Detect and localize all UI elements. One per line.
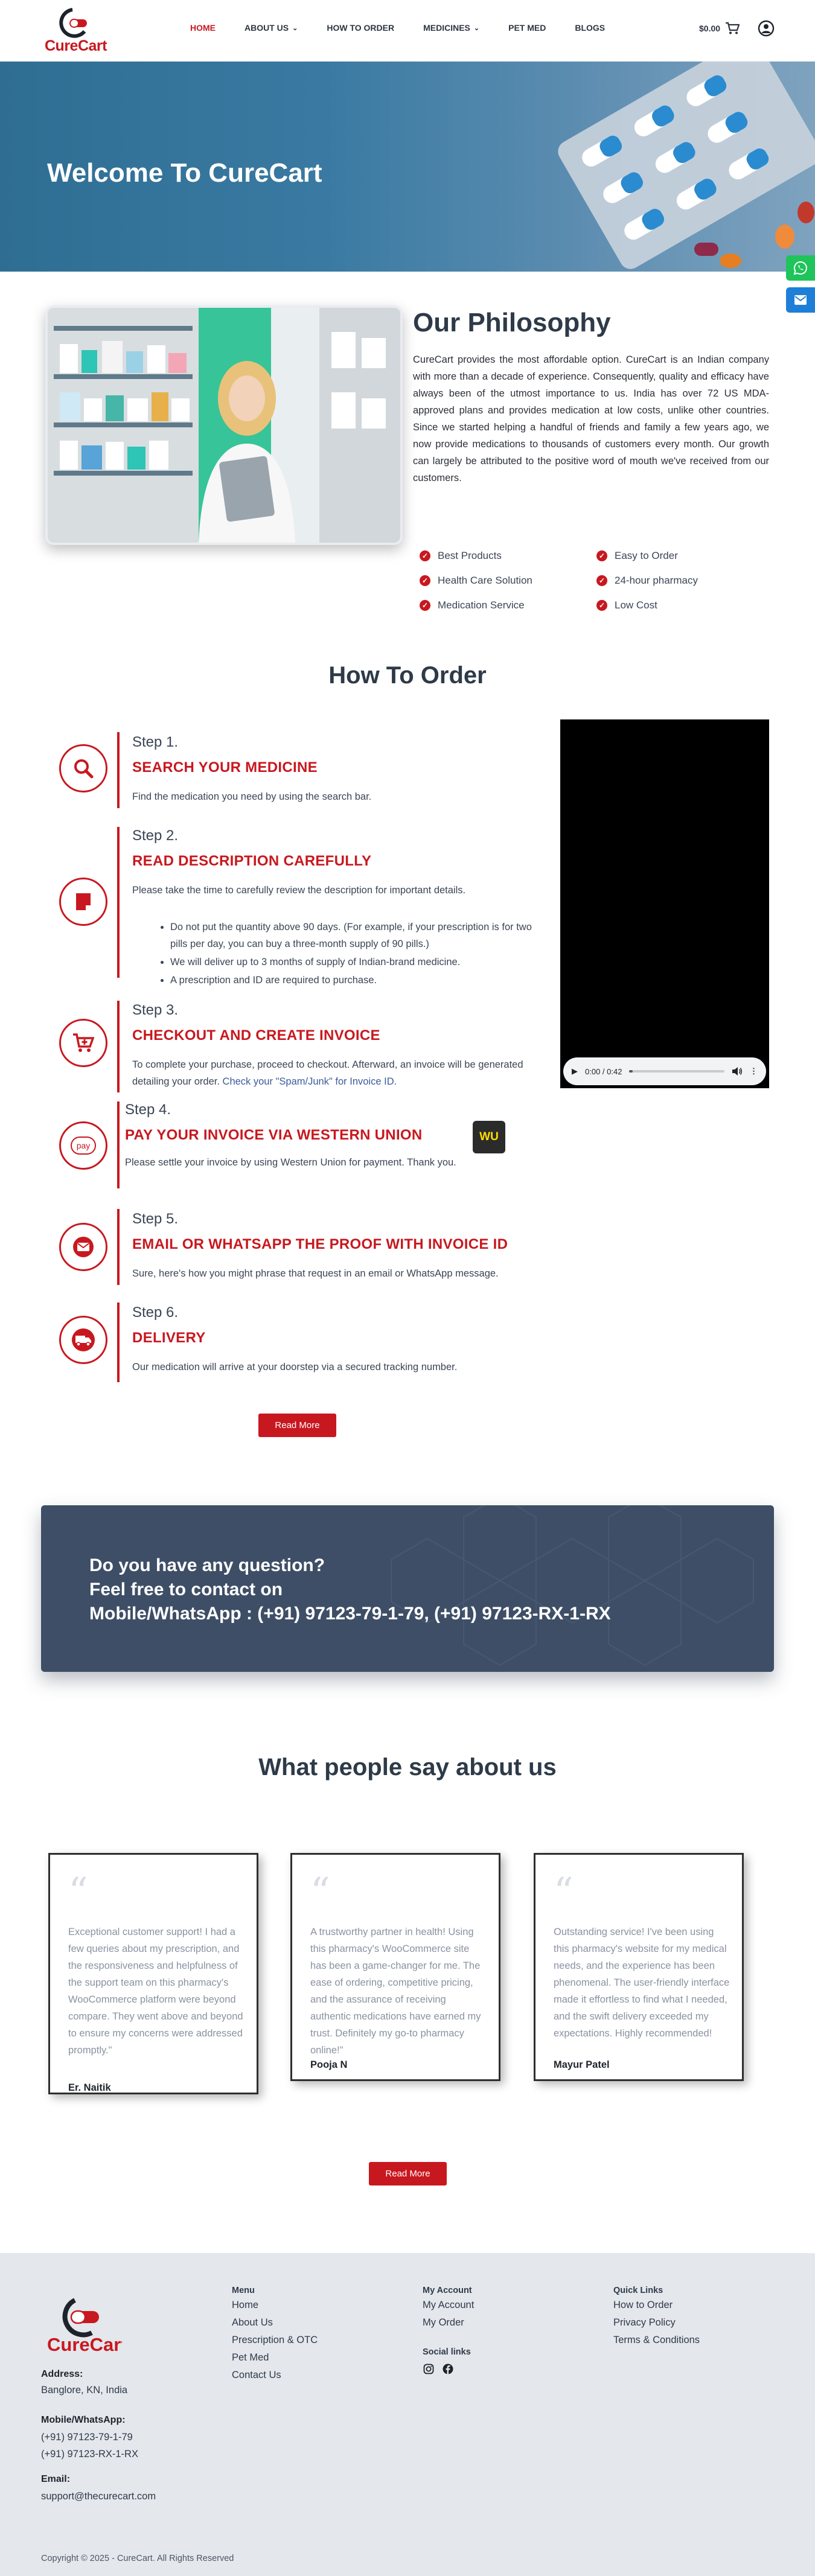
mobile-number[interactable]: (+91) 97123-RX-1-RX — [41, 2449, 138, 2460]
feature-item — [420, 550, 502, 562]
cart-add-icon — [72, 1032, 95, 1054]
footer-link-about-us[interactable]: About Us — [232, 2317, 273, 2328]
hero-banner — [0, 62, 815, 272]
nav-label: HOW TO ORDER — [327, 23, 395, 33]
step-divider — [117, 827, 120, 978]
nav-how-to-order[interactable] — [327, 23, 394, 33]
step-number: Step 3. — [132, 1002, 179, 1018]
whatsapp-float-button[interactable] — [786, 255, 815, 281]
search-step-icon — [59, 744, 107, 792]
footer-menu-title: Menu — [232, 2286, 255, 2295]
pay-step-icon — [59, 1121, 107, 1170]
step-title: CHECKOUT AND CREATE INVOICE — [132, 1027, 380, 1044]
testimonial-text: Exceptional customer support! I had a few queries about my prescription, and the responsiveness and helpfulness of the support team on this pharmacy's WooCommerce platform were beyond compare. They went above and beyond to ensure my concerns were addressed promptly." — [68, 1927, 243, 2056]
volume-icon[interactable] — [732, 1066, 743, 1076]
footer-link-my-account[interactable]: My Account — [423, 2300, 475, 2310]
facebook-icon[interactable] — [443, 2364, 453, 2374]
envelope-icon — [72, 1236, 94, 1258]
chevron-down-icon: ⌄ — [473, 24, 480, 32]
step-number: Step 4. — [125, 1101, 171, 1118]
step-number: Step 2. — [132, 827, 179, 844]
footer-account-title: My Account — [423, 2286, 472, 2295]
logo-capsule-icon — [43, 2295, 122, 2356]
video-progress-fill — [629, 1070, 633, 1073]
feature-item — [596, 575, 698, 587]
feature-label: Health Care Solution — [438, 575, 532, 586]
testimonial-author: Er. Naitik — [68, 2082, 111, 2093]
feature-label: 24-hour pharmacy — [615, 575, 698, 586]
contact-text — [89, 1554, 611, 1626]
order-rules-list — [158, 919, 532, 990]
feature-item — [596, 550, 678, 562]
mail-icon — [794, 295, 807, 305]
quote-icon: “ — [310, 1870, 330, 1914]
brand-name: CureCart — [45, 37, 107, 54]
mobile-label: Mobile/WhatsApp: — [41, 2415, 126, 2425]
main-nav — [190, 23, 634, 33]
footer-link-privacy-policy[interactable]: Privacy Policy — [613, 2317, 676, 2328]
testimonials-title: What people say about us — [258, 1754, 557, 1781]
nav-label: MEDICINES — [423, 23, 470, 33]
hero-title: Welcome To CureCart — [47, 158, 322, 188]
how-to-order-video[interactable] — [560, 719, 769, 1088]
contact-banner — [41, 1505, 774, 1672]
step-number: Step 1. — [132, 734, 179, 750]
nav-blogs[interactable] — [575, 23, 605, 33]
step-description: Our medication will arrive at your doorstep via a secured tracking number. — [132, 1362, 458, 1372]
truck-icon — [71, 1328, 95, 1352]
spam-folder-link[interactable]: Check your "Spam/Junk" for Invoice ID. — [222, 1076, 397, 1087]
footer-link-contact-us[interactable]: Contact Us — [232, 2370, 281, 2380]
video-time: 0:00 / 0:42 — [585, 1066, 622, 1076]
feature-item — [420, 575, 532, 587]
video-progress-bar[interactable] — [629, 1070, 724, 1073]
footer-social-title: Social links — [423, 2347, 471, 2357]
cart-button[interactable] — [699, 22, 740, 35]
testimonial-card — [290, 1853, 500, 2081]
more-options-icon[interactable]: ⋮ — [750, 1066, 758, 1076]
nav-label: HOME — [190, 23, 216, 33]
footer-link-terms[interactable]: Terms & Conditions — [613, 2335, 700, 2345]
testimonial-author: Pooja N — [310, 2059, 348, 2070]
copyright-text: Copyright © 2025 - CureCart. All Rights Reserved — [41, 2554, 234, 2563]
step-title: EMAIL OR WHATSAPP THE PROOF WITH INVOICE ID — [132, 1236, 508, 1252]
email-link[interactable]: support@thecurecart.com — [41, 2491, 156, 2502]
pharmacist-photo — [45, 305, 403, 545]
quote-icon: “ — [68, 1870, 88, 1914]
whatsapp-icon — [793, 261, 808, 275]
step-divider — [117, 1001, 120, 1092]
check-icon: ✓ — [596, 575, 607, 586]
testimonials-read-more-button[interactable]: Read More — [369, 2162, 447, 2185]
philosophy-title: Our Philosophy — [413, 308, 611, 337]
address-label: Address: — [41, 2369, 83, 2379]
step-number: Step 5. — [132, 1211, 179, 1227]
email-float-button[interactable] — [786, 287, 815, 313]
cart-icon — [725, 22, 740, 35]
check-icon: ✓ — [596, 600, 607, 611]
checkout-step-icon — [59, 1019, 107, 1067]
testimonial-card — [48, 1853, 258, 2094]
pay-icon — [71, 1137, 96, 1155]
testimonial-card — [534, 1853, 744, 2081]
quote-icon: “ — [554, 1870, 574, 1914]
nav-medicines[interactable] — [423, 23, 479, 33]
step-divider — [117, 1302, 120, 1382]
step-title: DELIVERY — [132, 1330, 206, 1346]
address-value: Banglore, KN, India — [41, 2385, 128, 2396]
svg-text:pay: pay — [76, 1141, 91, 1150]
testimonial-text: Outstanding service! I've been using this pharmacy's website for my medical needs, and the experience has been phenomenal. The user-friendly interface made it effortless to find what I needed, and the swift delivery exceeded my expectations. Highly recommended! — [554, 1927, 730, 2039]
description-step-icon — [59, 878, 107, 926]
step-description: Please settle your invoice by using Western Union for payment. Thank you. — [125, 1157, 456, 1168]
testimonial-author: Mayur Patel — [554, 2059, 610, 2070]
testimonial-text: A trustworthy partner in health! Using this pharmacy's WooCommerce site has been a game-changer for me. The ease of ordering, competitive pricing, and the assurance of receiving authentic medications have earned my trust. Definitely my go-to pharmacy online!" — [310, 1927, 481, 2056]
check-icon: ✓ — [420, 600, 430, 611]
video-controls — [563, 1057, 766, 1085]
site-header — [0, 0, 815, 62]
step-description-text: To complete your purchase, proceed to checkout. Afterward, an invoice will be generated detailing your order. — [132, 1059, 523, 1087]
step-description: Please take the time to carefully review the description for important details. — [132, 885, 466, 896]
contact-line: Do you have any question? — [89, 1555, 325, 1575]
footer-link-home[interactable]: Home — [232, 2300, 259, 2310]
how-to-order-title: How To Order — [328, 662, 487, 689]
nav-label: BLOGS — [575, 23, 606, 33]
step-title: PAY YOUR INVOICE VIA WESTERN UNION — [125, 1127, 423, 1143]
step-title: READ DESCRIPTION CAREFULLY — [132, 853, 372, 869]
western-union-logo: WU — [473, 1121, 505, 1153]
feature-label: Easy to Order — [615, 550, 678, 561]
list-item: • A prescription and ID are required to purchase. — [170, 972, 532, 989]
nav-home[interactable] — [190, 23, 216, 33]
step-divider — [117, 1209, 120, 1285]
list-item: • We will deliver up to 3 months of supply of Indian-brand medicine. — [170, 954, 532, 971]
how-to-order-read-more-button[interactable]: Read More — [258, 1414, 336, 1437]
feature-label: Medication Service — [438, 599, 525, 611]
footer-link-pet-med[interactable]: Pet Med — [232, 2352, 269, 2363]
philosophy-text: CureCart provides the most affordable option. CureCart is an Indian company with more than a decade of experience. Consequently, quality and efficacy have always been of the utmost importance to us. India has over 72 US MDA-approved plans and provides medication at low costs, unlike other countries. Since we started helping a handful of friends and family a few years ago, we now provide medications to thousands of customers every month. Our growth can largely be attributed to the positive word of mouth we've received from our customers. — [413, 354, 769, 483]
list-item: • Do not put the quantity above 90 days. (For example, if your prescription is for two pills per day, you can buy a three-month supply of 90 pills.) — [170, 919, 532, 952]
check-icon: ✓ — [596, 550, 607, 561]
site-footer — [0, 2253, 815, 2576]
step-number: Step 6. — [132, 1304, 179, 1321]
svg-text:CureCart: CureCart — [47, 2334, 122, 2355]
play-icon[interactable]: ▶ — [572, 1066, 578, 1076]
pills-blister-image — [531, 62, 815, 272]
step-title: SEARCH YOUR MEDICINE — [132, 759, 318, 776]
feature-label: Best Products — [438, 550, 502, 561]
footer-link-how-to-order[interactable]: How to Order — [613, 2300, 673, 2310]
delivery-step-icon — [59, 1316, 107, 1364]
email-label: Email: — [41, 2474, 71, 2484]
nav-label: ABOUT US — [245, 23, 289, 33]
nav-pet-med[interactable] — [508, 23, 546, 33]
mobile-number[interactable]: (+91) 97123-79-1-79 — [41, 2432, 133, 2443]
contact-phone[interactable]: Mobile/WhatsApp : (+91) 97123-79-1-79, (+91) 97123-RX-1-RX — [89, 1604, 611, 1624]
step-description: Find the medication you need by using the search bar. — [132, 791, 372, 802]
footer-quick-title: Quick Links — [613, 2286, 663, 2295]
step-divider — [117, 1101, 120, 1188]
search-icon — [72, 757, 94, 779]
footer-link-my-order[interactable]: My Order — [423, 2317, 464, 2328]
instagram-icon[interactable] — [423, 2364, 434, 2374]
contact-line: Feel free to contact on — [89, 1580, 283, 1599]
footer-link-prescription[interactable]: Prescription & OTC — [232, 2335, 318, 2345]
footer-logo[interactable] — [43, 2295, 122, 2356]
nav-label: PET MED — [508, 23, 546, 33]
step-description: Sure, here's how you might phrase that request in an email or WhatsApp message. — [132, 1268, 499, 1279]
nav-about-us[interactable] — [245, 23, 298, 33]
check-icon: ✓ — [420, 575, 430, 586]
feature-item — [596, 599, 657, 611]
document-icon — [72, 891, 94, 913]
check-icon: ✓ — [420, 550, 430, 561]
cart-total: $0.00 — [699, 24, 721, 33]
logo-capsule-icon — [56, 7, 89, 39]
feature-item — [420, 599, 525, 611]
step-divider — [117, 732, 120, 808]
account-icon[interactable] — [758, 20, 775, 37]
feature-label: Low Cost — [615, 599, 657, 611]
step-description — [132, 1056, 525, 1090]
brand-logo[interactable] — [43, 7, 107, 56]
email-step-icon — [59, 1223, 107, 1271]
chevron-down-icon: ⌄ — [292, 24, 298, 32]
